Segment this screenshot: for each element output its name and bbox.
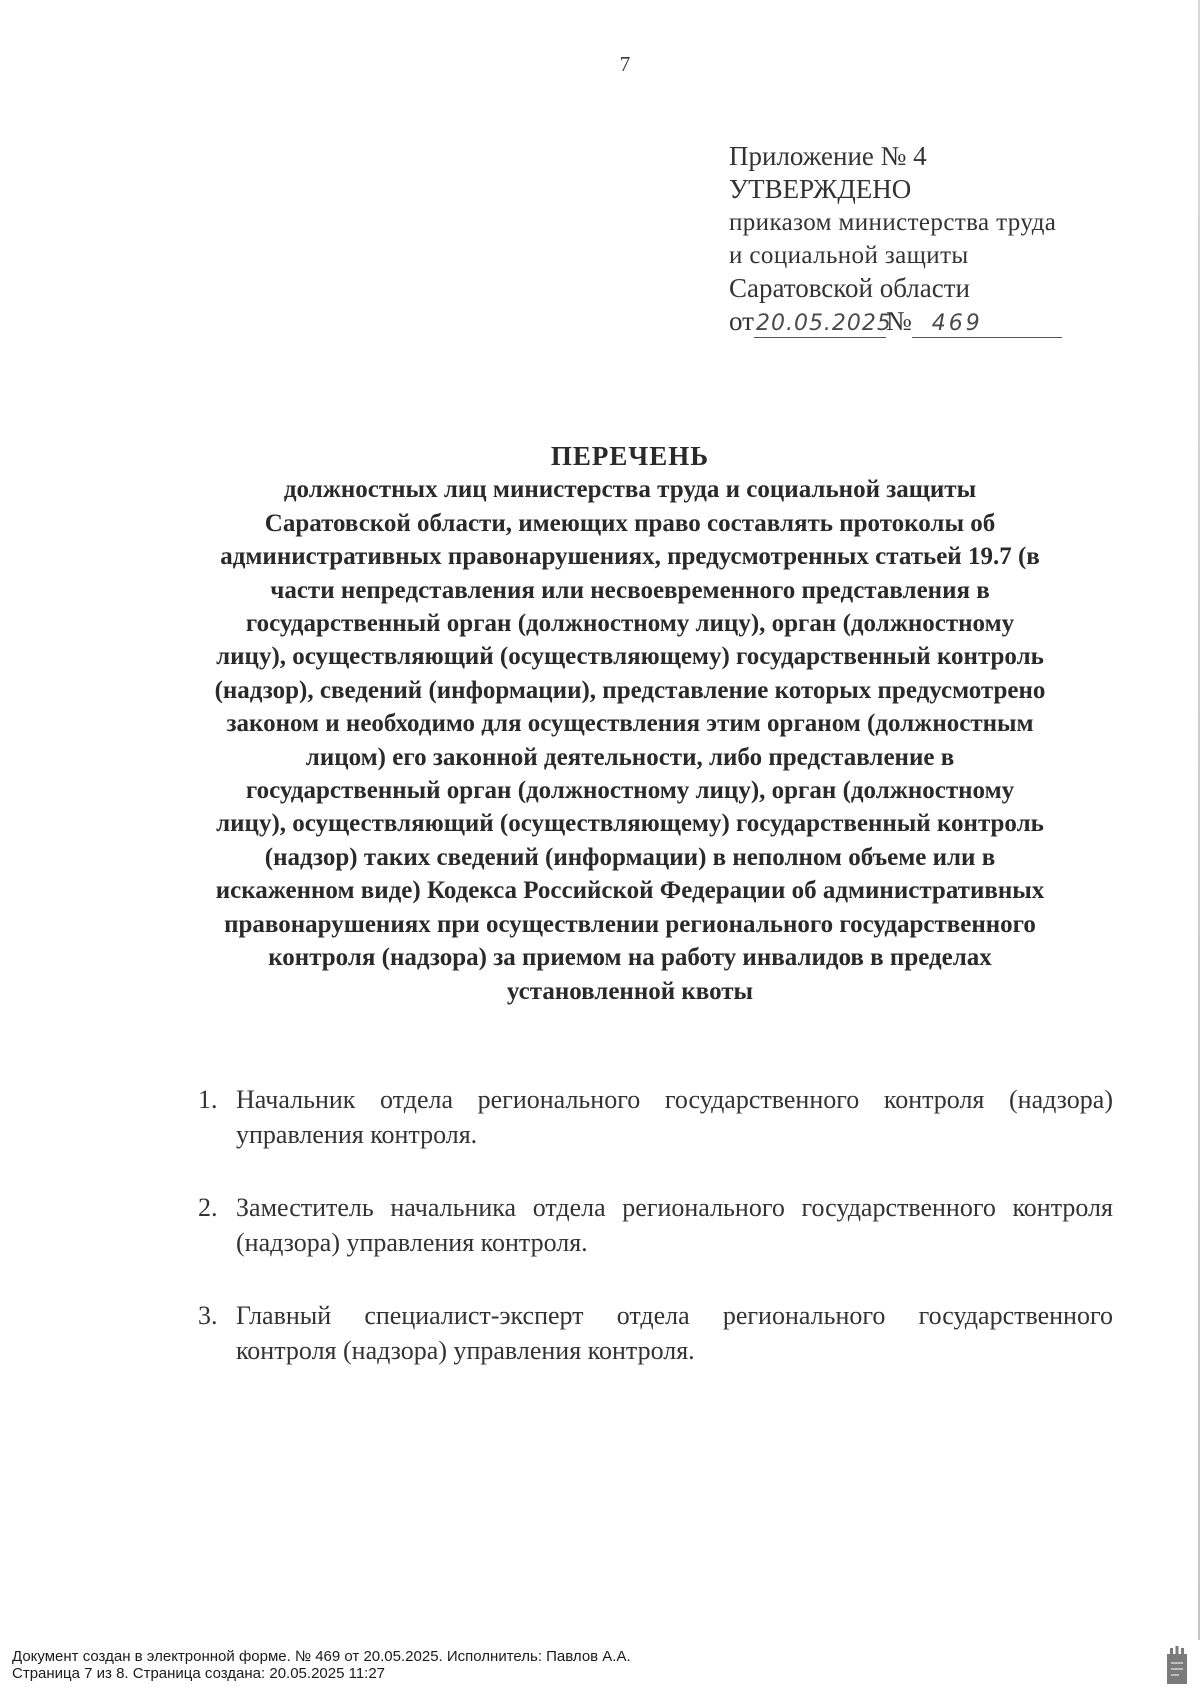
- title-line: государственный орган (должностному лицу), орган (должностному: [245, 777, 1015, 805]
- title-line: части непредставления или несвоевременного представления в: [270, 576, 990, 604]
- page-number: 7: [619, 52, 631, 76]
- title-line: Саратовской области, имеющих право составлять протоколы об: [264, 509, 996, 537]
- from-label: от: [729, 306, 754, 336]
- title-line: лицу), осуществляющий (осуществляющему) государственный контроль: [216, 643, 1044, 671]
- list-item: [198, 1190, 1113, 1260]
- title-heading: ПЕРЕЧЕНЬ: [550, 441, 710, 471]
- title-line: контроля (надзора) за приемом на работу инвалидов в пределах: [268, 944, 992, 972]
- approved-label: УТВЕРЖДЕНО: [729, 174, 912, 204]
- title-line: (надзор), сведений (информации), представление которых предусмотрено: [214, 676, 1046, 704]
- number-label: №: [885, 306, 912, 336]
- title-line: правонарушениях при осуществлении регионального государственного: [224, 910, 1036, 938]
- title-subheading: [150, 473, 1110, 1008]
- title-line: должностных лиц министерства труда и социальной защиты: [283, 476, 977, 504]
- appendix-label: Приложение № 4: [729, 141, 927, 171]
- title-line: (надзор) таких сведений (информации) в неполном объеме или в: [264, 843, 996, 871]
- list-item-text: Главный специалист-эксперт отдела регионального государственного контроля (надзора) управления контроля.: [236, 1301, 1113, 1365]
- footer-line-1: Документ создан в электронной форме. № 469 от 20.05.2025. Исполнитель: Павлов А.А.: [12, 1648, 631, 1665]
- title-line: установленной квоты: [506, 977, 754, 1005]
- document-seal-icon: [1166, 1646, 1188, 1686]
- document-title: [150, 440, 1110, 1008]
- list-item-text: Заместитель начальника отдела регионального государственного контроля (надзора) управления контроля.: [236, 1193, 1113, 1257]
- title-line: искаженном виде) Кодекса Российской Федерации об административных: [215, 877, 1045, 905]
- title-line: лицом) его законной деятельности, либо представление в: [305, 743, 955, 771]
- positions-list: [198, 1082, 1113, 1406]
- approval-line-3: Саратовской области: [729, 273, 970, 303]
- approval-line-1: приказом министерства труда: [729, 209, 1057, 236]
- order-date-line: [729, 305, 1062, 338]
- approval-line-2: и социальной защиты: [729, 242, 969, 269]
- handwritten-date: 20.05.2025: [755, 311, 892, 336]
- list-item: [198, 1082, 1113, 1152]
- title-line: государственный орган (должностному лицу), орган (должностному: [245, 610, 1015, 638]
- footer-line-2: Страница 7 из 8. Страница создана: 20.05.2025 11:27: [12, 1665, 386, 1682]
- handwritten-number: 469: [912, 311, 1062, 338]
- title-line: законом и необходимо для осуществления этим органом (должностным: [226, 710, 1034, 738]
- title-line: лицу), осуществляющий (осуществляющему) государственный контроль: [216, 810, 1044, 838]
- list-item-number: 1.: [198, 1085, 218, 1114]
- approval-block: [729, 140, 1062, 338]
- list-item-text: Начальник отдела регионального государственного контроля (надзора) управления контроля.: [236, 1085, 1113, 1149]
- list-item-number: 2.: [198, 1193, 218, 1222]
- list-item: [198, 1298, 1113, 1368]
- footer-info: [12, 1648, 631, 1682]
- list-item-number: 3.: [198, 1301, 218, 1330]
- title-line: административных правонарушениях, предусмотренных статьей 19.7 (в: [220, 543, 1040, 571]
